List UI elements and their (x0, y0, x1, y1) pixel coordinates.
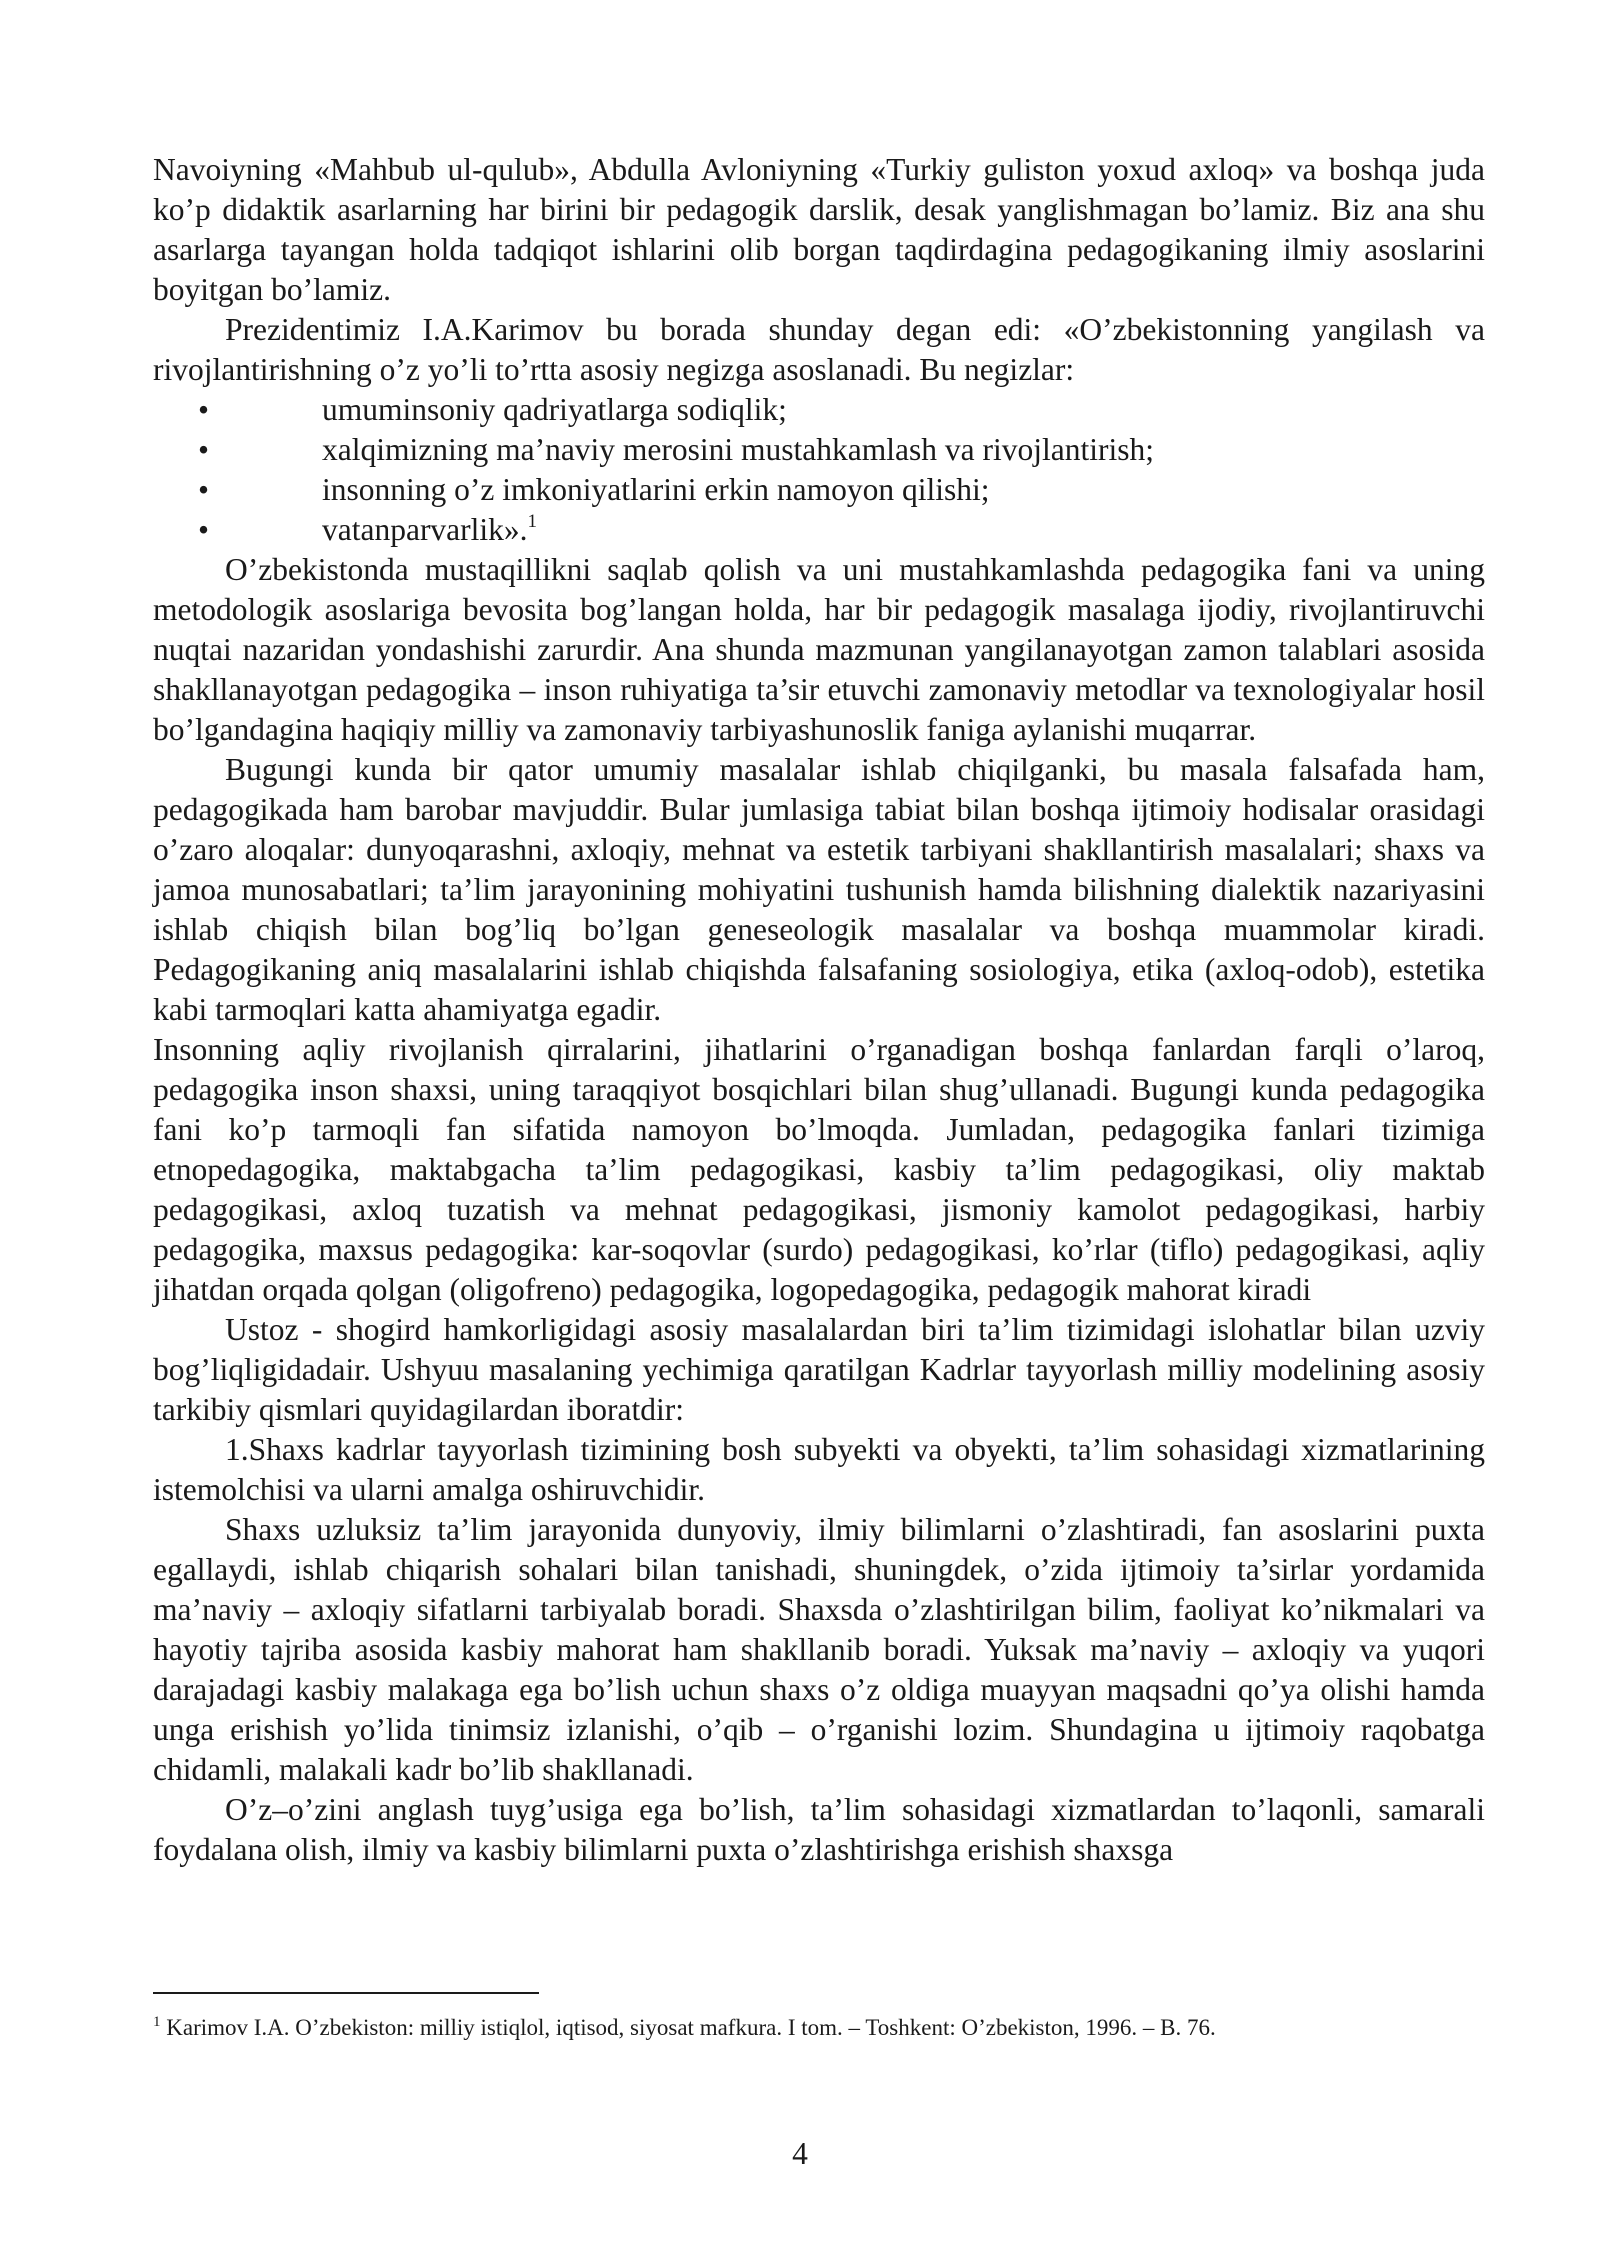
footnote (153, 2013, 1485, 2043)
paragraph: Ustoz - shogird hamkorligidagi asosiy masalalardan biri ta’lim tizimidagi islohatlar bilan uzviy bog’liqligidadair. Ushyuu masalaning yechimiga qaratilgan Kadrlar tayyorlash milliy modelining asosiy tarkibiy qismlari quyidagilardan iboratdir: (153, 1312, 1485, 1427)
paragraph: O’zbekistonda mustaqillikni saqlab qolish va uni mustahkamlashda pedagogika fani va uning metodologik asoslariga bevosita bog’langan holda, har bir pedagogik masalaga ijodiy, rivojlantiruvchi nuqtai nazaridan yondashishi zarurdir. Ana shunda mazmunan yangilanayotgan zamon talablari asosida shakllanayotgan pedagogika – inson ruhiyatiga ta’sir etuvchi zamonaviy metodlar va texnologiyalar hosil bo’lgandagina haqiqiy milliy va zamonaviy tarbiyashunoslik faniga aylanishi muqarrar. (153, 552, 1485, 747)
footnote-text: Karimov I.A. O’zbekiston: milliy istiqlol, iqtisod, siyosat mafkura. I tom. – Toshkent: O’zbekiston, 1996. – B. 76. (160, 2015, 1216, 2040)
list-item-text: xalqimizning ma’naviy merosini mustahkamlash va rivojlantirish; (322, 432, 1154, 467)
page-number: 4 (792, 2136, 808, 2171)
list-item (153, 430, 1485, 470)
paragraph: Prezidentimiz I.A.Karimov bu borada shunday degan edi: «O’zbekistonning yangilash va rivojlantirishning o’z yo’li to’rtta asosiy negizga asoslanadi. Bu negizlar: (153, 312, 1485, 387)
list-item (153, 470, 1485, 510)
footnote-marker: 1 (153, 2014, 161, 2030)
bullet-icon: • (198, 432, 210, 467)
list-item (153, 510, 1485, 550)
paragraph: Navoiyning «Mahbub ul-qulub», Abdulla Avloniyning «Turkiy guliston yoxud axloq» va boshqa juda ko’p didaktik asarlarning har birini bir pedagogik darslik, desak yanglishmagan bo’lamiz. Biz ana shu asarlarga tayangan holda tadqiqot ishlarini olib borgan taqdirdagina pedagogikaning ilmiy asoslarini boyitgan bo’lamiz. (153, 152, 1485, 307)
list-item-text: insonning o’z imkoniyatlarini erkin namoyon qilishi; (322, 472, 990, 507)
bullet-icon: • (198, 472, 210, 507)
body-text (153, 150, 1485, 1870)
footnote-reference[interactable]: 1 (527, 511, 538, 532)
list-item-text: vatanparvarlik». (322, 512, 528, 547)
bullet-icon: • (198, 512, 210, 547)
list-item (153, 390, 1485, 430)
paragraph: 1.Shaxs kadrlar tayyorlash tizimining bosh subyekti va obyekti, ta’lim sohasidagi xizmatlarining istemolchisi va ularni amalga oshiruvchidir. (153, 1432, 1485, 1507)
paragraph: Shaxs uzluksiz ta’lim jarayonida dunyoviy, ilmiy bilimlarni o’zlashtiradi, fan asoslarini puxta egallaydi, ishlab chiqarish sohalari bilan tanishadi, shuningdek, o’zida ijtimoiy ta’sirlar yordamida ma’naviy – axloqiy sifatlarni tarbiyalab boradi. Shaxsda o’zlashtirilgan bilim, faoliyat ko’nikmalari va hayotiy tajriba asosida kasbiy mahorat ham shakllanib boradi. Yuksak ma’naviy – axloqiy va yuqori darajadagi kasbiy malakaga ega bo’lish uchun shaxs o’z oldiga muayyan maqsadni qo’ya olishi hamda unga erishish yo’lida tinimsiz izlanishi, o’qib – o’rganishi lozim. Shundagina u ijtimoiy raqobatga chidamli, malakali kadr bo’lib shakllanadi. (153, 1512, 1485, 1787)
footnote-separator (153, 1992, 539, 1994)
bullet-icon: • (198, 392, 210, 427)
paragraph: O’z–o’zini anglash tuyg’usiga ega bo’lish, ta’lim sohasidagi xizmatlardan to’laqonli, samarali foydalana olish, ilmiy va kasbiy bilimlarni puxta o’zlashtirishga erishish shaxsga (153, 1792, 1485, 1867)
paragraph: Insonning aqliy rivojlanish qirralarini, jihatlarini o’rganadigan boshqa fanlardan farqli o’laroq, pedagogika inson shaxsi, uning taraqqiyot bosqichlari bilan shug’ullanadi. Bugungi kunda pedagogika fani ko’p tarmoqli fan sifatida namoyon bo’lmoqda. Jumladan, pedagogika fanlari tizimiga etnopedagogika, maktabgacha ta’lim pedagogikasi, kasbiy ta’lim pedagogikasi, oliy maktab pedagogikasi, axloq tuzatish va mehnat pedagogikasi, jismoniy kamolot pedagogikasi, harbiy pedagogika, maxsus pedagogika: kar-soqovlar (surdo) pedagogikasi, ko’rlar (tiflo) pedagogikasi, aqliy jihatdan orqada qolgan (oligofreno) pedagogika, logopedagogika, pedagogik mahorat kiradi (153, 1032, 1485, 1307)
paragraph: Bugungi kunda bir qator umumiy masalalar ishlab chiqilganki, bu masala falsafada ham, pedagogikada ham barobar mavjuddir. Bular jumlasiga tabiat bilan boshqa ijtimoiy hodisalar orasidagi o’zaro aloqalar: dunyoqarashni, axloqiy, mehnat va estetik tarbiyani shakllantirish masalalari; shaxs va jamoa munosabatlari; ta’lim jarayonining mohiyatini tushunish hamda bilishning dialektik nazariyasini ishlab chiqish bilan bog’liq bo’lgan geneseologik masalalar va boshqa muammolar kiradi. Pedagogikaning aniq masalalarini ishlab chiqishda falsafaning sosiologiya, etika (axloq-odob), estetika kabi tarmoqlari katta ahamiyatga egadir. (153, 752, 1485, 1027)
list-item-text: umuminsoniy qadriyatlarga sodiqlik; (322, 392, 787, 427)
bullet-list (153, 390, 1485, 550)
